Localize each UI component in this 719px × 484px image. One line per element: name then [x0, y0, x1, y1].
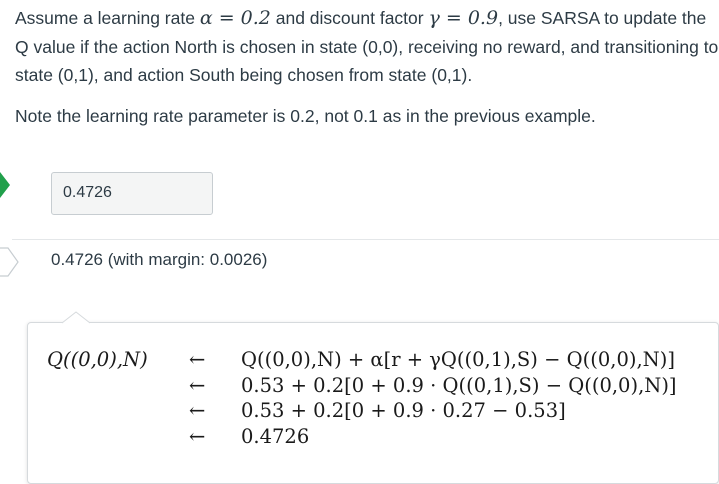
left-arrow-icon: ← — [189, 348, 206, 371]
divider — [12, 239, 719, 240]
explanation-notch-icon — [62, 311, 90, 324]
question-text — [15, 4, 719, 90]
correct-answer: 0.4726 (with margin: 0.0026) — [51, 250, 268, 269]
question-part2: and discount factor — [270, 8, 429, 28]
derivation-step: 0.53 + 0.2[0 + 0.9 · 0.27 − 0.53] — [241, 399, 566, 422]
question-part3: , use SARSA to update the Q value if the action North is chosen in state (0,0), receiving no reward, and transitioning to state (0,1), and action South being chosen from state (0,1). — [15, 8, 719, 85]
answer-key-arrow-icon — [0, 247, 20, 277]
left-arrow-icon: ← — [189, 373, 206, 397]
correct-indicator-icon — [0, 172, 10, 198]
left-arrow-icon: ← — [189, 424, 206, 448]
derivation-step: 0.53 + 0.2[0 + 0.9 · Q((0,1),S) − Q((0,0),N)] — [241, 373, 677, 397]
alpha-equation: α = 0.2 — [199, 7, 271, 29]
derivation-lhs: Q((0,0),N) — [47, 348, 148, 371]
gamma-equation: γ = 0.9 — [428, 7, 499, 29]
question-part1: Assume a learning rate — [15, 8, 200, 28]
answer-input[interactable]: 0.4726 — [51, 172, 213, 215]
derivation-result: 0.4726 — [241, 424, 310, 448]
derivation-step: Q((0,0),N) + α[r + γQ((0,1),S) − Q((0,0),N)] — [241, 348, 675, 371]
note-text: Note the learning rate parameter is 0.2, not 0.1 as in the previous example. — [15, 106, 596, 126]
left-arrow-icon: ← — [189, 399, 206, 422]
